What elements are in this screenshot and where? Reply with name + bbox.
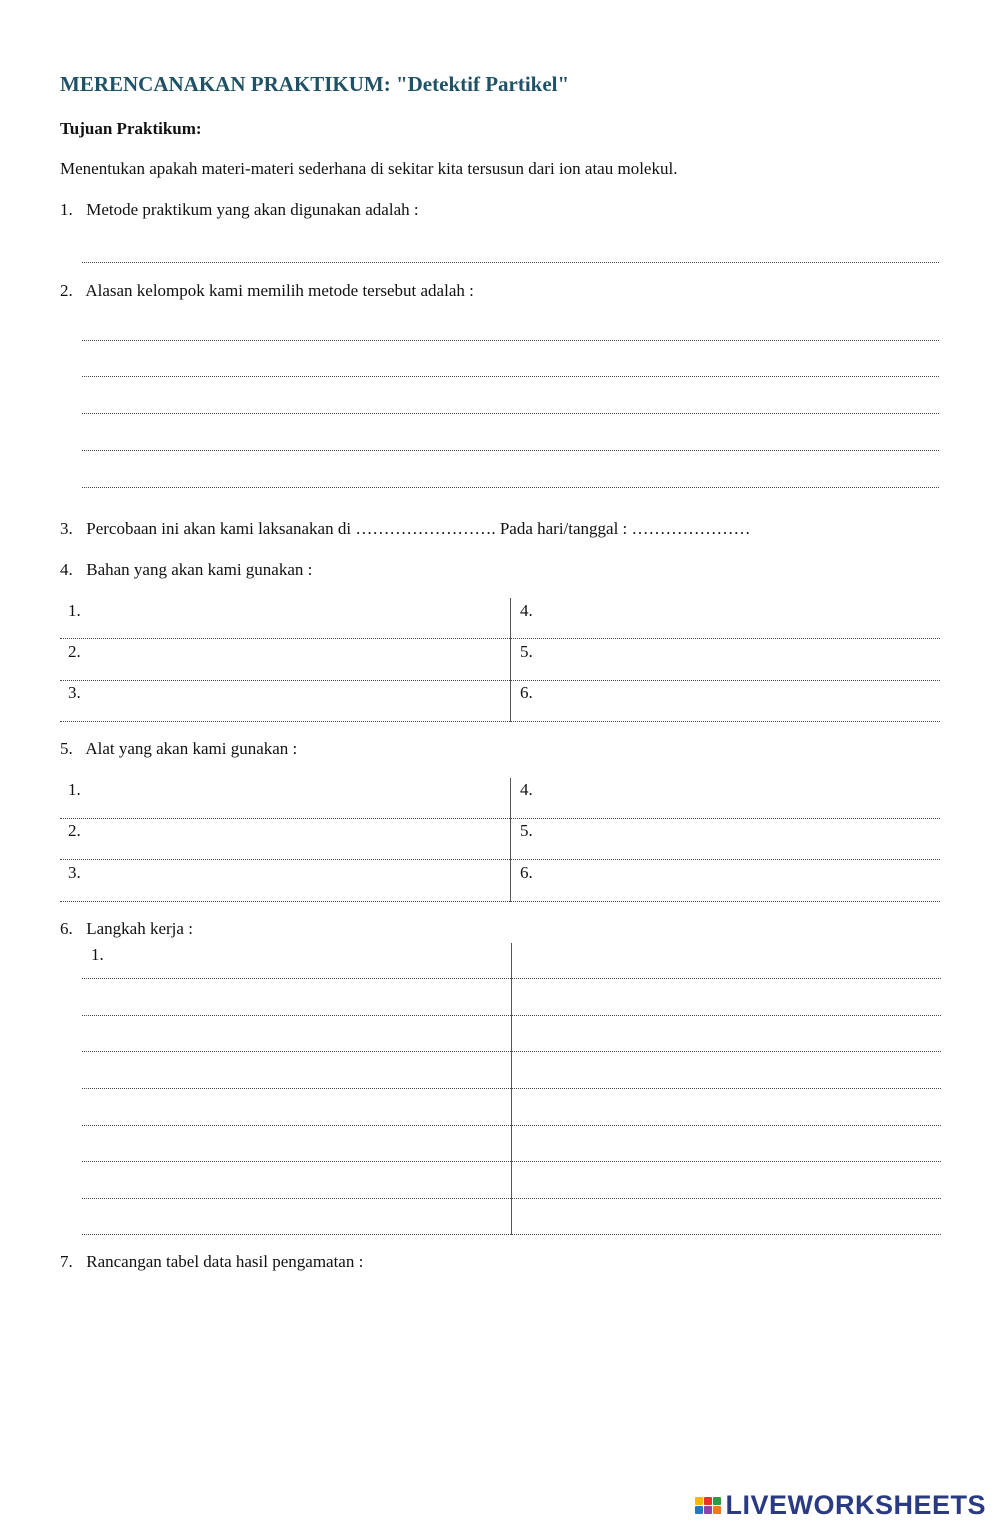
tools-cell[interactable]: 1. (68, 780, 81, 799)
page-title: MERENCANAKAN PRAKTIKUM: "Detektif Partikel" (60, 72, 570, 96)
table-divider (510, 778, 511, 902)
tools-cell[interactable]: 4. (520, 780, 533, 799)
question-6 (60, 919, 193, 939)
question-1 (60, 200, 419, 220)
brand-text: LIVEWORKSHEETS (725, 1490, 986, 1520)
answer-line-q2[interactable] (82, 450, 939, 451)
question-number: 6. (60, 919, 73, 938)
question-number: 7. (60, 1252, 73, 1271)
question-number: 2. (60, 281, 73, 300)
answer-line-q2[interactable] (82, 340, 939, 341)
question-text: Percobaan ini akan kami laksanakan di ……………………. Pada hari/tanggal : ………………… (86, 519, 751, 538)
table-divider (510, 598, 511, 722)
tools-cell[interactable]: 6. (520, 863, 533, 882)
materials-cell[interactable]: 2. (68, 642, 81, 661)
tools-cell[interactable]: 2. (68, 821, 81, 840)
question-text: Rancangan tabel data hasil pengamatan : (86, 1252, 364, 1271)
objective-heading: Tujuan Praktikum: (60, 119, 202, 138)
question-number: 1. (60, 200, 73, 219)
question-text: Bahan yang akan kami gunakan : (86, 560, 313, 579)
answer-line-q2[interactable] (82, 487, 939, 488)
materials-cell[interactable]: 1. (68, 601, 81, 620)
answer-line-q1[interactable] (82, 262, 939, 263)
question-7 (60, 1252, 363, 1272)
question-2 (60, 281, 474, 301)
steps-cell[interactable]: 1. (91, 945, 104, 964)
liveworksheets-icon (695, 1497, 721, 1514)
tools-cell[interactable]: 5. (520, 821, 533, 840)
table-row-line (60, 721, 940, 722)
table-row-line (60, 680, 940, 681)
materials-cell[interactable]: 4. (520, 601, 533, 620)
question-text: Alasan kelompok kami memilih metode tersebut adalah : (85, 281, 474, 300)
table-row-line (60, 638, 940, 639)
question-3 (60, 519, 751, 539)
materials-cell[interactable]: 3. (68, 683, 81, 702)
materials-cell[interactable]: 6. (520, 683, 533, 702)
tools-cell[interactable]: 3. (68, 863, 81, 882)
question-text: Langkah kerja : (86, 919, 193, 938)
table-row-line[interactable] (82, 1015, 941, 1016)
question-5 (60, 739, 297, 759)
table-row-line[interactable] (82, 1051, 941, 1052)
table-row-line[interactable] (82, 1234, 941, 1235)
question-4 (60, 560, 312, 580)
table-row-line (60, 818, 940, 819)
objective-text: Menentukan apakah materi-materi sederhana di sekitar kita tersusun dari ion atau molekul. (60, 159, 678, 178)
table-row-line[interactable] (82, 978, 941, 979)
answer-line-q2[interactable] (82, 376, 939, 377)
question-number: 3. (60, 519, 73, 538)
table-row-line[interactable] (82, 1125, 941, 1126)
table-row-line[interactable] (82, 1198, 941, 1199)
materials-cell[interactable]: 5. (520, 642, 533, 661)
table-row-line (60, 901, 940, 902)
question-number: 5. (60, 739, 73, 758)
table-row-line[interactable] (82, 1161, 941, 1162)
table-row-line[interactable] (82, 1088, 941, 1089)
table-divider (511, 943, 512, 1235)
table-row-line (60, 859, 940, 860)
answer-line-q2[interactable] (82, 413, 939, 414)
question-text: Alat yang akan kami gunakan : (85, 739, 298, 758)
liveworksheets-logo (695, 1490, 986, 1521)
question-number: 4. (60, 560, 73, 579)
question-text: Metode praktikum yang akan digunakan adalah : (86, 200, 419, 219)
